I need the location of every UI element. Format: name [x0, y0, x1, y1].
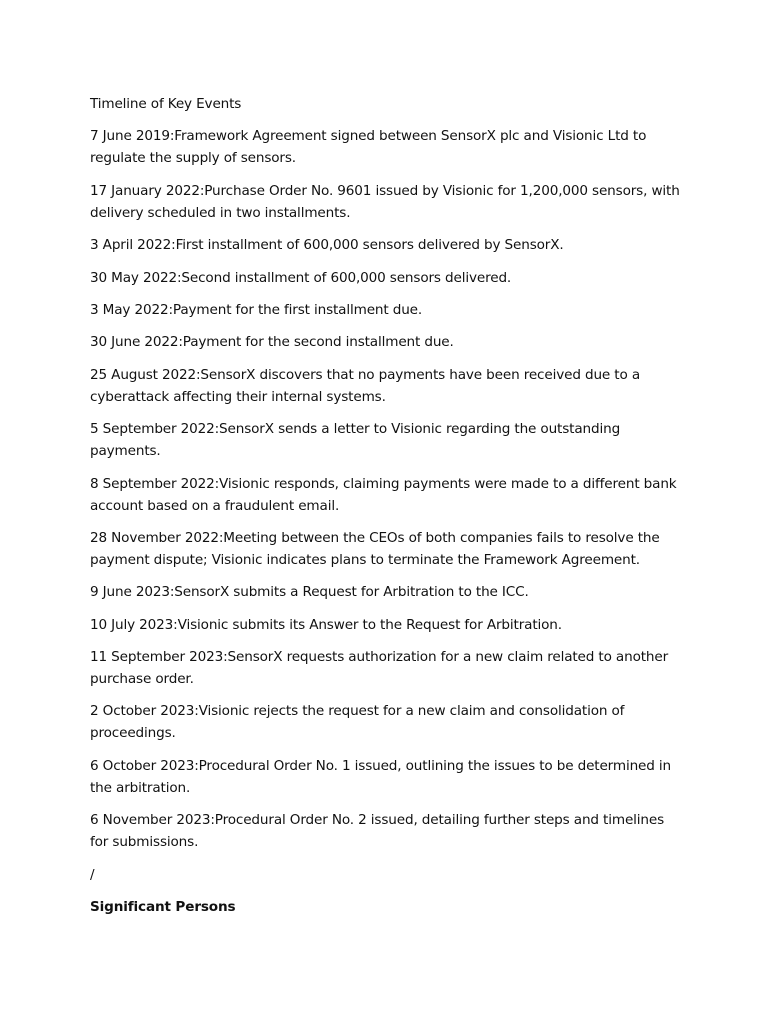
timeline-event: 6 October 2023:Procedural Order No. 1 issued, outlining the issues to be determined in the arbitration.: [90, 757, 672, 796]
timeline-event: 9 June 2023:SensorX submits a Request for Arbitration to the ICC.: [90, 584, 529, 601]
timeline-event: 3 April 2022:First installment of 600,000 sensors delivered by SensorX.: [90, 237, 564, 254]
timeline-event: 5 September 2022:SensorX sends a letter to Visionic regarding the outstanding payments.: [90, 421, 621, 460]
significant-persons-heading: Significant Persons: [90, 899, 236, 916]
timeline-event: 8 September 2022:Visionic responds, claiming payments were made to a different bank account based on a fraudulent email.: [90, 475, 677, 514]
timeline-event: 30 May 2022:Second installment of 600,000 sensors delivered.: [90, 269, 512, 286]
timeline-event: 6 November 2023:Procedural Order No. 2 issued, detailing further steps and timelines for submissions.: [90, 812, 665, 851]
timeline-event: 11 September 2023:SensorX requests authorization for a new claim related to another purchase order.: [90, 649, 669, 688]
timeline-event: 28 November 2022:Meeting between the CEOs of both companies fails to resolve the payment dispute; Visionic indicates plans to terminate the Framework Agreement.: [90, 529, 660, 568]
timeline-event: 25 August 2022:SensorX discovers that no payments have been received due to a cyberattack affecting their internal systems.: [90, 366, 641, 405]
separator-slash: /: [90, 866, 95, 883]
section-title: Timeline of Key Events: [90, 96, 242, 112]
timeline-event: 10 July 2023:Visionic submits its Answer to the Request for Arbitration.: [90, 616, 562, 633]
document-page: [90, 93, 682, 928]
timeline-event: 7 June 2019:Framework Agreement signed between SensorX plc and Visionic Ltd to regulate the supply of sensors.: [90, 128, 647, 167]
timeline-event: 2 October 2023:Visionic rejects the request for a new claim and consolidation of proceedings.: [90, 703, 625, 742]
timeline-event: 3 May 2022:Payment for the first installment due.: [90, 301, 423, 318]
timeline-event: 17 January 2022:Purchase Order No. 9601 issued by Visionic for 1,200,000 sensors, with delivery scheduled in two installments.: [90, 182, 680, 221]
timeline-event: 30 June 2022:Payment for the second installment due.: [90, 334, 454, 351]
